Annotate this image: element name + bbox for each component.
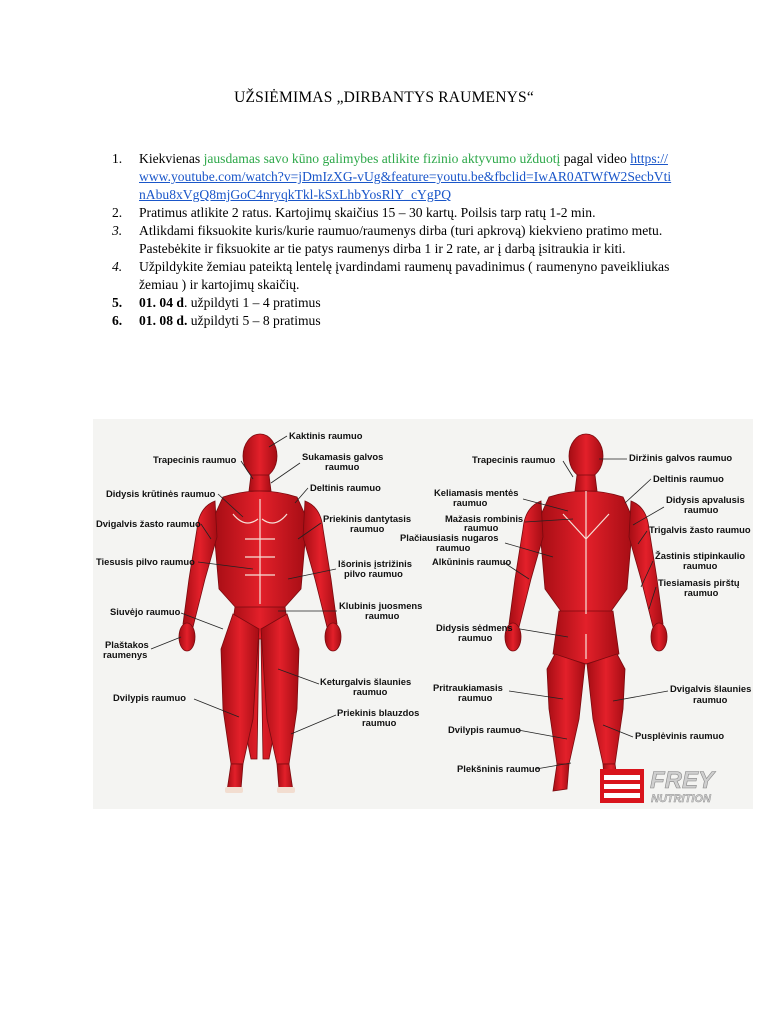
label-priekinis-dantytasis-1: Priekinis dantytasis: [323, 513, 412, 524]
label-rombinis-1: Mažasis rombinis: [445, 513, 524, 524]
label-isorinis-1: Išorinis įstrižinis: [338, 558, 412, 569]
label-blauzdos-1: Priekinis blauzdos: [337, 707, 420, 718]
label-isorinis-2: pilvo raumuo: [344, 568, 403, 579]
label-blauzdos-2: raumuo: [362, 717, 397, 728]
item-text: pagal video: [560, 151, 631, 166]
label-tiesusis: Tiesusis pilvo raumuo: [96, 556, 195, 567]
label-puspleveninis: Pusplėvinis raumuo: [635, 730, 725, 741]
label-sukamasis-2: raumuo: [325, 461, 360, 472]
label-plastakos-2: raumenys: [103, 649, 148, 660]
label-plastakos-1: Plaštakos: [105, 639, 149, 650]
label-placiausiasis-2: raumuo: [436, 542, 471, 553]
item-text: . užpildyti 1 – 4 pratimus: [183, 295, 321, 310]
item-date: 01. 08 d.: [139, 313, 188, 328]
front-body-tendons: [225, 787, 295, 793]
label-klubinis-1: Klubinis juosmens: [339, 600, 423, 611]
label-deltinis: Deltinis raumuo: [310, 482, 381, 493]
label-tiesiamasis-2: raumuo: [684, 587, 719, 598]
label-sedmens-1: Didysis sėdmens: [436, 622, 513, 633]
list-number: 6.: [112, 313, 123, 328]
label-back-trapecinis: Trapecinis raumuo: [472, 454, 556, 465]
label-zastinis-2: raumuo: [683, 560, 718, 571]
label-dirzinis: Diržinis galvos raumuo: [629, 452, 733, 463]
list-item: [112, 150, 672, 204]
label-dvilypis-front: Dvilypis raumuo: [113, 692, 186, 703]
list-number: 5.: [112, 295, 123, 310]
label-priekinis-dantytasis-2: raumuo: [350, 523, 385, 534]
label-trigalvis: Trigalvis žasto raumuo: [649, 524, 751, 535]
label-tiesiamasis-1: Tiesiamasis pirštų: [658, 577, 740, 588]
label-zastinis-1: Žastinis stipinkaulio: [655, 550, 746, 561]
muscle-diagram: [93, 419, 753, 809]
label-keturgalvis-1: Keturgalvis šlaunies: [320, 676, 412, 687]
list-item: [112, 258, 672, 294]
item-text: Užpildykite žemiau pateiktą lentelę įvardindami raumenų pavadinimus ( raumenyno paveikliukas žemiau ) ir kartojimų skaičių.: [139, 259, 670, 292]
item-text: Kiekvienas: [139, 151, 204, 166]
highlighted-text: jausdamas savo kūno galimybes atlikite fizinio aktyvumo užduotį: [203, 151, 561, 166]
list-number: 4.: [112, 259, 123, 274]
label-pritraukiamasis-1: Pritraukiamasis: [433, 682, 503, 693]
instruction-list: [112, 150, 672, 330]
label-back-deltinis: Deltinis raumuo: [653, 473, 724, 484]
label-apvalusis-1: Didysis apvalusis: [666, 494, 745, 505]
logo-sub: NUTRITION: [651, 793, 711, 805]
list-item: [112, 294, 672, 312]
label-dvigalvis-slaunies-1: Dvigalvis šlaunies: [670, 683, 752, 694]
page-title: UŽSIĖMIMAS „DIRBANTYS RAUMENYS“: [234, 89, 534, 106]
label-pritraukiamasis-2: raumuo: [458, 692, 493, 703]
label-apvalusis-2: raumuo: [684, 504, 719, 515]
label-krutines: Didysis krūtinės raumuo: [106, 488, 216, 499]
frey-nutrition-logo: [600, 767, 716, 805]
label-placiausiasis-1: Plačiausiasis nugaros: [400, 532, 499, 543]
list-number: 1.: [112, 151, 123, 166]
label-keliamasis-2: raumuo: [453, 497, 488, 508]
list-number: 3.: [112, 223, 123, 238]
label-keturgalvis-2: raumuo: [353, 686, 388, 697]
label-pleksninis: Plekšninis raumuo: [457, 763, 541, 774]
label-trapecinis: Trapecinis raumuo: [153, 454, 237, 465]
label-dvigalvis-slaunies-2: raumuo: [693, 694, 728, 705]
item-date: 01. 04 d: [139, 295, 184, 310]
label-dvigalvis-zasto: Dvigalvis žasto raumuo: [96, 518, 201, 529]
label-siuvejo: Siuvėjo raumuo: [110, 606, 181, 617]
label-back-dvilypis: Dvilypis raumuo: [448, 724, 521, 735]
label-kaktinis: Kaktinis raumuo: [289, 430, 363, 441]
item-text: Atlikdami fiksuokite kuris/kurie raumuo/raumenys dirba (turi apkrovą) kiekvieno pratimo metu. Pastebėkite ir fiksuokite ar tie patys raumenys dirba 1 ir 2 rate, ar į darbą įsitraukia ir kiti.: [139, 223, 663, 256]
label-alkuninis: Alkūninis raumuo: [432, 556, 512, 567]
label-klubinis-2: raumuo: [365, 610, 400, 621]
list-number: 2.: [112, 205, 123, 220]
item-text: Pratimus atlikite 2 ratus. Kartojimų skaičius 15 – 30 kartų. Poilsis tarp ratų 1-2 min.: [139, 205, 596, 220]
label-rombinis-2: raumuo: [464, 522, 499, 533]
list-item: [112, 222, 672, 258]
list-item: [112, 204, 672, 222]
item-text: užpildyti 5 – 8 pratimus: [187, 313, 321, 328]
label-sukamasis-1: Sukamasis galvos: [302, 451, 384, 462]
list-item: [112, 312, 672, 330]
label-keliamasis-1: Keliamasis mentės: [434, 487, 519, 498]
video-link[interactable]: https://www.youtube.com/watch?v=jDmIzXG-vUg&feature=youtu.be&fbclid=IwAR0ATWfW2SecbVtinAbu8xVgQ8mjGoC4nryqkTkl-kSxLhbYosRlY_cYgPQ: [139, 151, 672, 202]
label-sedmens-2: raumuo: [458, 632, 493, 643]
logo-brand: FREY: [650, 767, 715, 794]
